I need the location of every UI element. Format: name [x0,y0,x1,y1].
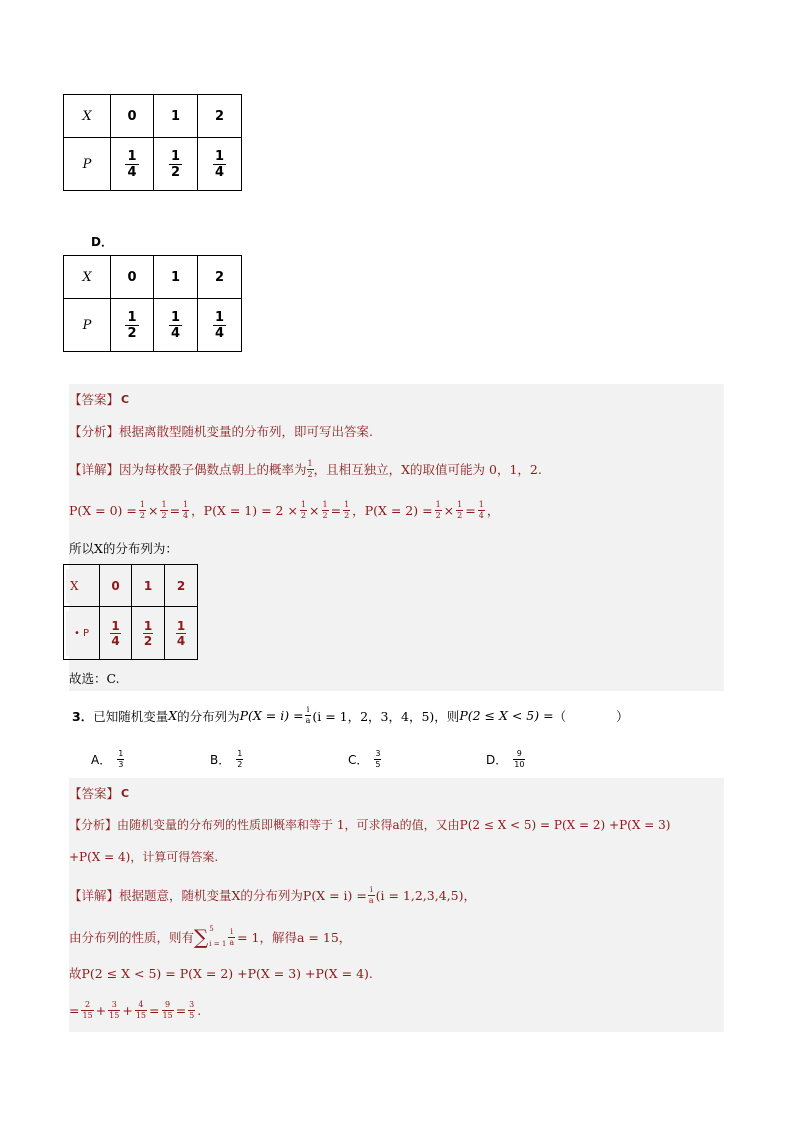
p-value: $\frac{1}{4}$ [111,138,154,191]
eq-text: = [149,1003,160,1018]
result-line [69,966,724,981]
fraction: $\frac{i}{a}$ [368,885,374,905]
answer-value: C [121,392,130,406]
eq-text: = [330,503,342,518]
stem-formula: P(X = i) = [239,708,304,723]
x-value: 0 [111,95,154,138]
option-label: C． [348,753,369,767]
x-value: 1 [154,256,198,299]
option-d-label: D． [91,235,113,249]
p-value: $\frac{1}{4}$ [198,299,242,352]
x-header: X [64,95,111,138]
analysis-line [69,818,724,832]
analysis-tag: 【分析】 [69,818,118,832]
p-header: • P [64,607,100,660]
detail-text: 因为每枚骰子偶数点朝上的概率为 [119,462,307,477]
fraction: $\frac{1}{4}$ [183,500,189,520]
option-a[interactable]: A． $\frac{1}{3}$ [91,749,124,769]
stem-target: P(2 ≤ X < 5) = [459,708,554,723]
fraction: $\frac{1}{2}$ [161,500,167,520]
eq-text: × [443,503,455,518]
sigma-upper: 5 [209,925,214,933]
sum-text: 由分布列的性质，则有 [69,929,195,945]
option-label: A． [91,753,112,767]
fraction: $\frac{1}{4}$ [478,500,484,520]
eq-text: P(X = 0) = [69,503,137,518]
fraction: $\frac{1}{2}$ [307,459,313,479]
stem-var: X [168,708,178,723]
sum-text: = 1，解得a = 15， [237,929,352,945]
eq-text: ， [352,503,365,518]
x-header: X [64,565,100,607]
eq-text: ， [191,503,204,518]
analysis-text: +P(X = 4)，计算可得答案. [69,850,219,864]
analysis-text: 由随机变量的分布列的性质即概率和等于 1，可求得a的值，又由P(2 ≤ X < 5) = P(X = 2) +P(X = 3) [117,818,671,832]
question-3 [72,706,629,725]
fraction: $\frac{4}{15}$ [135,1000,147,1020]
option-d[interactable]: D． $\frac{9}{10}$ [486,749,525,769]
option-c[interactable]: C． $\frac{3}{5}$ [348,749,381,769]
detail-text: ，且相互独立，X的取值可能为 0，1，2. [313,462,542,477]
detail-line [69,460,724,479]
x-value: 0 [100,565,132,607]
stem-text: 已知随机变量 [93,708,169,724]
detail-tag: 【详解】 [69,462,120,477]
stem-text: ，则 [434,708,460,724]
eq-text: P(X = 2) = [364,503,433,518]
sigma-symbol: ∑ [194,925,209,949]
fraction: $\frac{1}{2}$ [344,500,350,520]
fraction: $\frac{1}{2}$ [300,500,307,520]
fraction: $\frac{2}{15}$ [82,1000,93,1020]
option-label: D． [486,753,508,767]
eq-text: × [309,503,320,518]
detail-tag: 【详解】 [69,888,120,903]
p-value: $\frac{1}{2}$ [154,138,198,191]
p-header: P [64,138,111,191]
eq-text: P(X = 1) = 2 × [203,503,298,518]
solution-3-panel [69,778,724,1032]
probability-equations [69,501,724,520]
answer-tag: 【答案】 [69,392,120,407]
p-value: $\frac{1}{2}$ [111,299,154,352]
final-calc-line [69,1001,724,1020]
answer-value: C [121,786,130,800]
p-value: $\frac{1}{2}$ [132,607,165,660]
eq-text: = [175,1003,187,1018]
eq-text: + [95,1003,107,1018]
fraction: $\frac{1}{2}$ [139,500,145,520]
answer-tag: 【答案】 [69,786,120,801]
stem-text: 的分布列为 [177,708,240,724]
x-header: X [64,256,111,299]
p-value: $\frac{1}{4}$ [165,607,198,660]
p-value: $\frac{1}{4}$ [198,138,242,191]
analysis-line-2 [69,850,724,864]
detail-text: 根据题意，随机变量X的分布列为P(X = i) = [119,888,367,903]
fraction: $\frac{i}{a}$ [305,705,311,725]
x-value: 2 [198,95,242,138]
so-text: 所以X的分布列为： [69,541,178,556]
analysis-line [69,424,724,439]
detail-line [69,886,724,905]
answer-line [69,786,724,801]
answer-line [69,392,724,407]
sum-line [69,926,724,948]
x-value: 1 [154,95,198,138]
fraction: $\frac{1}{2}$ [457,500,463,520]
eq-text: + [122,1003,133,1018]
x-value: 0 [111,256,154,299]
x-value: 2 [198,256,242,299]
eq-text: ， [486,503,500,518]
option-label: B． [210,753,231,767]
choose-line [69,671,724,686]
option-d-table [63,255,242,352]
question-number: 3． [72,708,94,724]
result-text: 故P(2 ≤ X < 5) = P(X = 2) +P(X = 3) +P(X = 4). [69,966,373,981]
choose-text: 故选：C. [69,671,120,686]
fraction: $\frac{1}{2}$ [322,500,328,520]
analysis-tag: 【分析】 [69,424,120,439]
x-value: 2 [165,565,198,607]
stem-range: (i = 1，2，3，4，5) [312,708,435,724]
eq-text: × [147,503,159,518]
option-c-table [63,94,242,191]
eq-text: = [465,503,476,518]
answer-blank: （ ） [553,708,629,724]
p-value: $\frac{1}{4}$ [154,299,198,352]
detail-text: (i = 1,2,3,4,5)， [375,888,476,903]
sigma-lower: i = 1 [209,940,227,948]
p-value: $\frac{1}{4}$ [100,607,132,660]
fraction: $\frac{3}{15}$ [109,1000,120,1020]
fraction: $\frac{9}{15}$ [162,1000,173,1020]
fraction: $\frac{i}{a}$ [229,926,235,947]
analysis-text: 根据离散型随机变量的分布列，即可写出答案. [119,424,373,439]
fraction: $\frac{1}{2}$ [435,500,441,520]
option-b[interactable]: B． $\frac{1}{2}$ [210,749,243,769]
summation [194,926,237,948]
so-line [69,541,724,556]
eq-text: = [69,1003,80,1018]
fraction: $\frac{3}{5}$ [189,1000,195,1020]
eq-text: = [169,503,181,518]
p-header: P [64,299,111,352]
x-value: 1 [132,565,165,607]
solution-2-table [63,564,198,660]
eq-text: . [197,1003,202,1018]
